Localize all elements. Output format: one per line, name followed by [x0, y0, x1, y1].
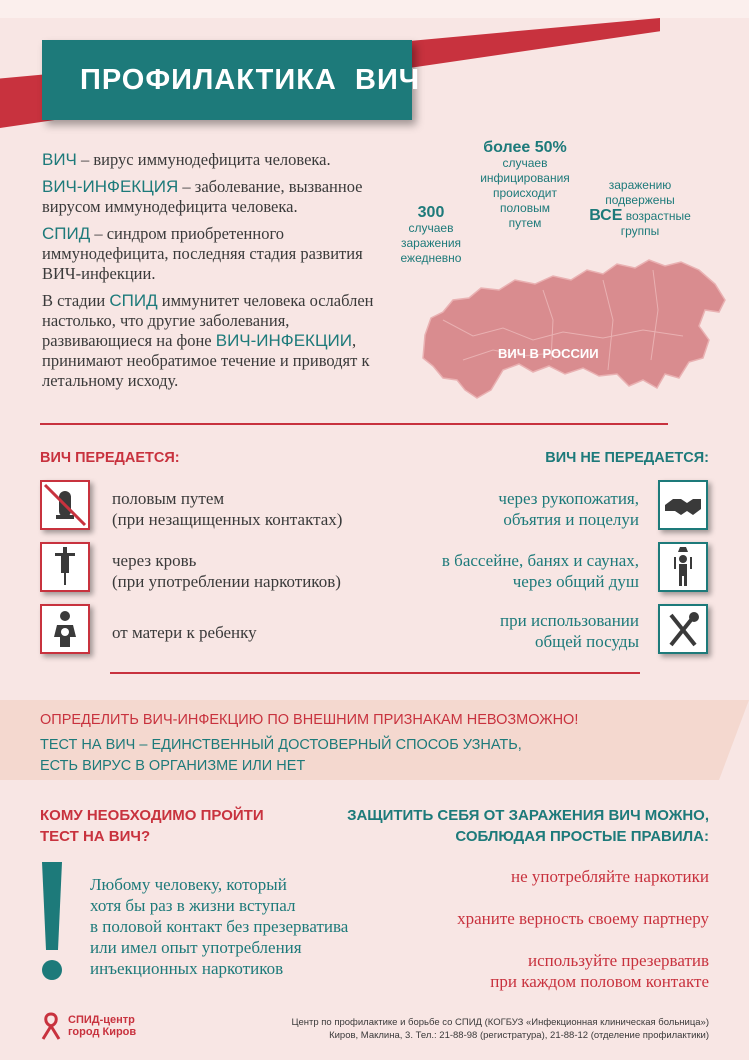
stat-sexual-transmission: более 50% случаев инфицирования происходит половым путем: [480, 139, 570, 230]
rule-item: не употребляйте наркотики: [511, 867, 709, 886]
shower-person-icon: [658, 542, 708, 592]
transmit-item: половым путем (при незащищенных контактах): [112, 489, 343, 529]
logo-line: СПИД-центр: [68, 1014, 135, 1026]
stat-all-ages: заражению подвержены ВСЕ возрастные группы: [589, 178, 691, 238]
warning-line: ОПРЕДЕЛИТЬ ВИЧ-ИНФЕКЦИЮ ПО ВНЕШНИМ ПРИЗНАКАМ НЕВОЗМОЖНО!: [40, 712, 579, 728]
page-title: ПРОФИЛАКТИКА ВИЧ: [80, 63, 421, 96]
title-banner: [42, 40, 421, 120]
rule-item: храните верность своему партнеру: [457, 909, 709, 928]
footer-contacts: Центр по профилактике и борьбе со СПИД (КОГБУЗ «Инфекционная клиническая больница») Киров, Маклина, 3. Тел.: 21-88-98 (регистратура), 21-88-12 (отделение профилактики): [291, 1017, 709, 1041]
ribbon-icon: [40, 1012, 62, 1040]
fork-knife-icon: [658, 604, 708, 654]
stat-daily-cases: 300 случаев заражения ежедневно: [400, 204, 462, 265]
syringe-icon: [40, 542, 90, 592]
warning-detail: ТЕСТ НА ВИЧ – ЕДИНСТВЕННЫЙ ДОСТОВЕРНЫЙ СПОСОБ УЗНАТЬ, ЕСТЬ ВИРУС В ОРГАНИЗМЕ ИЛИ НЕТ: [40, 737, 522, 774]
who-title: КОМУ НЕОБХОДИМО ПРОЙТИ ТЕСТ НА ВИЧ?: [40, 807, 264, 845]
rule-item: используйте презерватив при каждом половом контакте: [490, 951, 709, 991]
aids-center-logo: [40, 1012, 136, 1040]
protect-title: ЗАЩИТИТЬ СЕБЯ ОТ ЗАРАЖЕНИЯ ВИЧ МОЖНО, СОБЛЮДАЯ ПРОСТЫЕ ПРАВИЛА:: [347, 807, 709, 845]
who-text: Любому человеку, который хотя бы раз в жизни вступал в половой контакт без презерватива или имел опыт употребления инъекционных наркотиков: [90, 875, 349, 978]
top-band: [0, 0, 749, 18]
not-transmits-title: ВИЧ НЕ ПЕРЕДАЕТСЯ:: [545, 450, 709, 466]
intro-text: [42, 150, 382, 398]
divider: [40, 423, 668, 425]
divider: [110, 672, 640, 674]
not-transmit-item: через рукопожатия, объятия и поцелуи: [498, 489, 639, 529]
transmit-item: через кровь (при употреблении наркотиков): [112, 551, 341, 591]
exclamation-icon: [38, 862, 66, 982]
russia-map: [403, 240, 733, 405]
not-transmit-item: при использовании общей посуды: [500, 611, 639, 651]
intro-paragraph: ВИЧ – вирус иммунодефицита человека.: [42, 150, 331, 169]
mother-child-icon: [40, 604, 90, 654]
map-label: ВИЧ В РОССИИ: [498, 346, 599, 361]
intro-paragraph: В стадии СПИД иммунитет человека ослаблен настолько, что другие заболевания, развивающиеся на фоне ВИЧ-ИНФЕКЦИИ, принимают необратимое течение и приводят к летальному исходу.: [42, 291, 374, 390]
not-transmit-item: в бассейне, банях и саунах, через общий душ: [441, 551, 639, 591]
intro-paragraph: СПИД – синдром приобретенного иммунодефицита, последняя стадия развития ВИЧ-инфекции.: [42, 224, 363, 283]
transmits-title: ВИЧ ПЕРЕДАЕТСЯ:: [40, 450, 180, 466]
handshake-icon: [658, 480, 708, 530]
intro-paragraph: ВИЧ-ИНФЕКЦИЯ – заболевание, вызванное вирусом иммунодефицита человека.: [42, 177, 363, 216]
condom-crossed-icon: [40, 480, 90, 530]
logo-line: город Киров: [68, 1026, 137, 1038]
transmit-item: от матери к ребенку: [112, 623, 257, 642]
